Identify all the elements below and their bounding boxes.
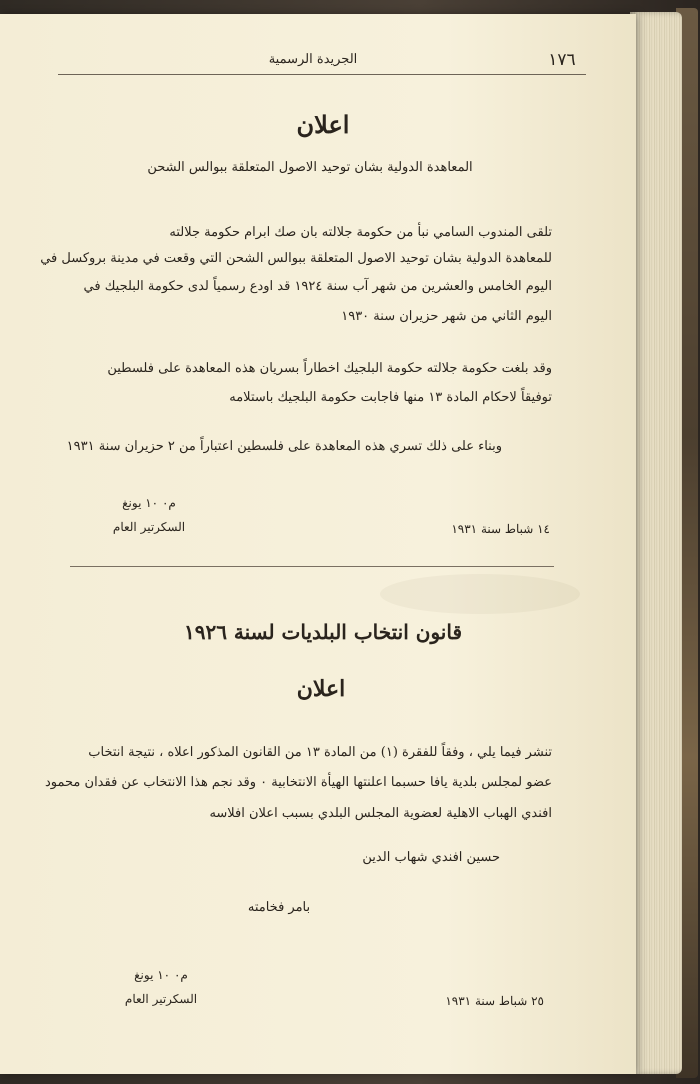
notice2-para-line2: عضو لمجلس بلدية يافا حسبما اعلنتها الهيأة الانتخابية ٠ وقد نجم هذا الانتخاب عن فقدان محمود <box>45 775 552 790</box>
paper-stain <box>380 574 580 614</box>
notice1-signature-name: م٠ ١٠ يونغ <box>122 496 176 510</box>
notice1-para1-line2: للمعاهدة الدولية بشان توحيد الاصول المتعلقة ببوالس الشحن التي وقعت في مدينة بروكسل في <box>40 251 552 266</box>
notice1-para1-line3: اليوم الخامس والعشرين من شهر آب سنة ١٩٢٤ قد اودع رسمياً لدى حكومة البلجيك في <box>83 279 552 294</box>
notice1-para1-line4: اليوم الثاني من شهر حزيران سنة ١٩٣٠ <box>341 309 552 324</box>
notice2-heading: اعلان <box>296 676 346 702</box>
notice2-signature-title: السكرتير العام <box>124 992 198 1006</box>
by-order-line: بامر فخامته <box>247 900 311 915</box>
notice1-heading: اعلان <box>296 110 350 139</box>
notice2-signature-name: م٠ ١٠ يونغ <box>134 968 188 982</box>
notice1-signature-title: السكرتير العام <box>112 520 186 534</box>
law-title: قانون انتخاب البلديات لسنة ١٩٢٦ <box>183 620 463 644</box>
page-number: ١٧٦ <box>548 50 576 70</box>
notice2-para-line1: تنشر فيما يلي ، وفقاً للفقرة (١) من المادة ١٣ من القانون المذكور اعلاه ، نتيجة انتخاب <box>88 745 552 760</box>
section-divider <box>70 566 554 567</box>
notice1-para2-line1: وقد بلغت حكومة جلالته حكومة البلجيك اخطاراً بسريان هذه المعاهدة على فلسطين <box>107 361 552 376</box>
notice1-para2-line2: توفيقاً لاحكام المادة ١٣ منها فاجابت حكومة البلجيك باستلامه <box>229 390 552 405</box>
notice1-date: ١٤ شباط سنة ١٩٣١ <box>451 522 550 536</box>
document-page <box>0 14 636 1074</box>
notice2-para-line3: افندي الهباب الاهلية لعضوية المجلس البلدي بسبب اعلان افلاسه <box>209 806 552 821</box>
running-head: الجريدة الرسمية <box>268 52 358 67</box>
page-stack-edge <box>630 12 682 1074</box>
elected-name: حسين افندي شهاب الدين <box>362 850 500 865</box>
notice1-para3: وبناء على ذلك تسري هذه المعاهدة على فلسطين اعتباراً من ٢ حزيران سنة ١٩٣١ <box>66 439 502 454</box>
notice1-subtitle: المعاهدة الدولية بشان توحيد الاصول المتعلقة ببوالس الشحن <box>147 160 473 175</box>
notice2-date: ٢٥ شباط سنة ١٩٣١ <box>445 994 544 1008</box>
header-rule <box>58 74 586 75</box>
notice1-para1-line1: تلقى المندوب السامي نبأ من حكومة جلالته بان صك ابرام حكومة جلالته <box>169 225 552 240</box>
